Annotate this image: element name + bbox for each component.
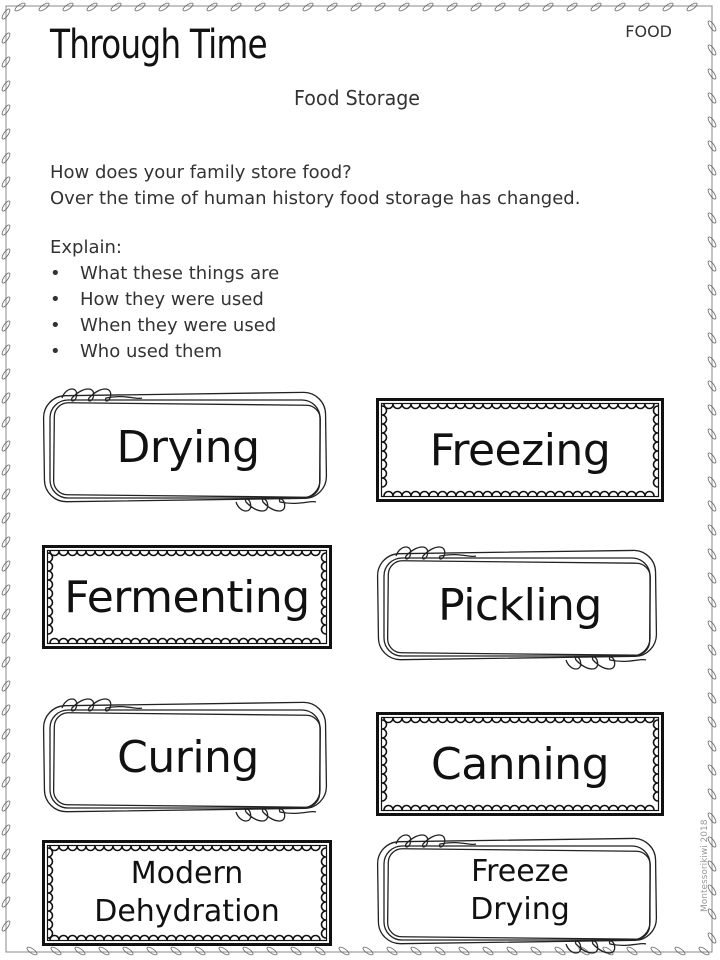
page-subtitle: Food Storage: [294, 86, 420, 110]
leaf-icon: [146, 946, 158, 956]
leaf-icon: [662, 2, 674, 12]
leaf-icon: [590, 2, 602, 12]
explain-list: [50, 261, 279, 365]
card-label-line: Freeze: [471, 854, 569, 889]
leaf-icon: [86, 2, 98, 12]
leaf-icon: [98, 946, 110, 956]
leaf-icon: [374, 2, 386, 12]
card-curing: [40, 692, 336, 822]
leaf-icon: [110, 2, 122, 12]
leaf-icon: [218, 946, 230, 956]
explain-bullet: • When they were used: [50, 313, 279, 339]
card-label-line: Drying: [470, 892, 570, 927]
explain-bullet: • What these things are: [50, 261, 279, 287]
category-tag: FOOD: [625, 22, 672, 41]
leaf-icon: [158, 2, 170, 12]
leaf-icon: [302, 2, 314, 12]
leaf-icon: [566, 2, 578, 12]
card-label: Curing: [117, 731, 259, 783]
page-title: Through Time: [50, 22, 267, 68]
leaf-icon: [62, 2, 74, 12]
explain-section: [50, 235, 279, 365]
leaf-icon: [170, 946, 182, 956]
card-modern-dehydration: [42, 840, 332, 946]
explain-bullet: • How they were used: [50, 287, 279, 313]
leaf-icon: [518, 2, 530, 12]
leaf-icon: [314, 946, 326, 956]
card-label-line: Dehydration: [94, 894, 280, 929]
leaf-icon: [242, 946, 254, 956]
card-label: Freezing: [429, 424, 611, 476]
card-fermenting: [42, 545, 332, 649]
card-label: Canning: [431, 738, 609, 790]
leaf-icon: [74, 946, 86, 956]
leaf-icon: [290, 946, 302, 956]
explain-bullet: • Who used them: [50, 339, 279, 365]
leaf-icon: [362, 946, 374, 956]
card-label-line: Modern: [130, 856, 244, 891]
leaf-icon: [14, 2, 26, 12]
leaf-icon: [686, 2, 698, 12]
card-canning: [376, 712, 664, 816]
leaf-icon: [350, 2, 362, 12]
leaf-icon: [122, 946, 134, 956]
card-label: Fermenting: [64, 571, 310, 623]
leaf-icon: [38, 2, 50, 12]
leaf-icon: [446, 2, 458, 12]
leaf-icon: [338, 946, 350, 956]
intro-line-1: How does your family store food?: [50, 162, 352, 183]
leaf-icon: [206, 2, 218, 12]
leaf-icon: [254, 2, 266, 12]
card-label: Pickling: [438, 579, 602, 631]
card-freeze-drying: [374, 828, 666, 954]
card-pickling: [374, 540, 666, 670]
leaf-icon: [638, 2, 650, 12]
leaf-icon: [230, 2, 242, 12]
card-freezing: [376, 398, 664, 502]
leaf-icon: [194, 946, 206, 956]
leaf-icon: [26, 946, 38, 956]
card-drying: [40, 382, 336, 512]
leaf-icon: [674, 946, 686, 956]
intro-line-2: Over the time of human history food storage has changed.: [50, 188, 581, 209]
leaf-icon: [326, 2, 338, 12]
explain-heading: Explain:: [50, 237, 122, 258]
leaf-icon: [614, 2, 626, 12]
intro-text: [50, 160, 580, 212]
copyright-text: Montessorikiwi 2018: [700, 819, 710, 912]
leaf-icon: [50, 946, 62, 956]
leaf-icon: [494, 2, 506, 12]
leaf-icon: [266, 946, 278, 956]
leaf-icon: [422, 2, 434, 12]
leaf-icon: [398, 2, 410, 12]
leaf-icon: [470, 2, 482, 12]
leaf-icon: [134, 2, 146, 12]
leaf-icon: [278, 2, 290, 12]
leaf-icon: [698, 946, 710, 956]
leaf-icon: [542, 2, 554, 12]
leaf-icon: [182, 2, 194, 12]
card-label: Drying: [116, 421, 260, 473]
